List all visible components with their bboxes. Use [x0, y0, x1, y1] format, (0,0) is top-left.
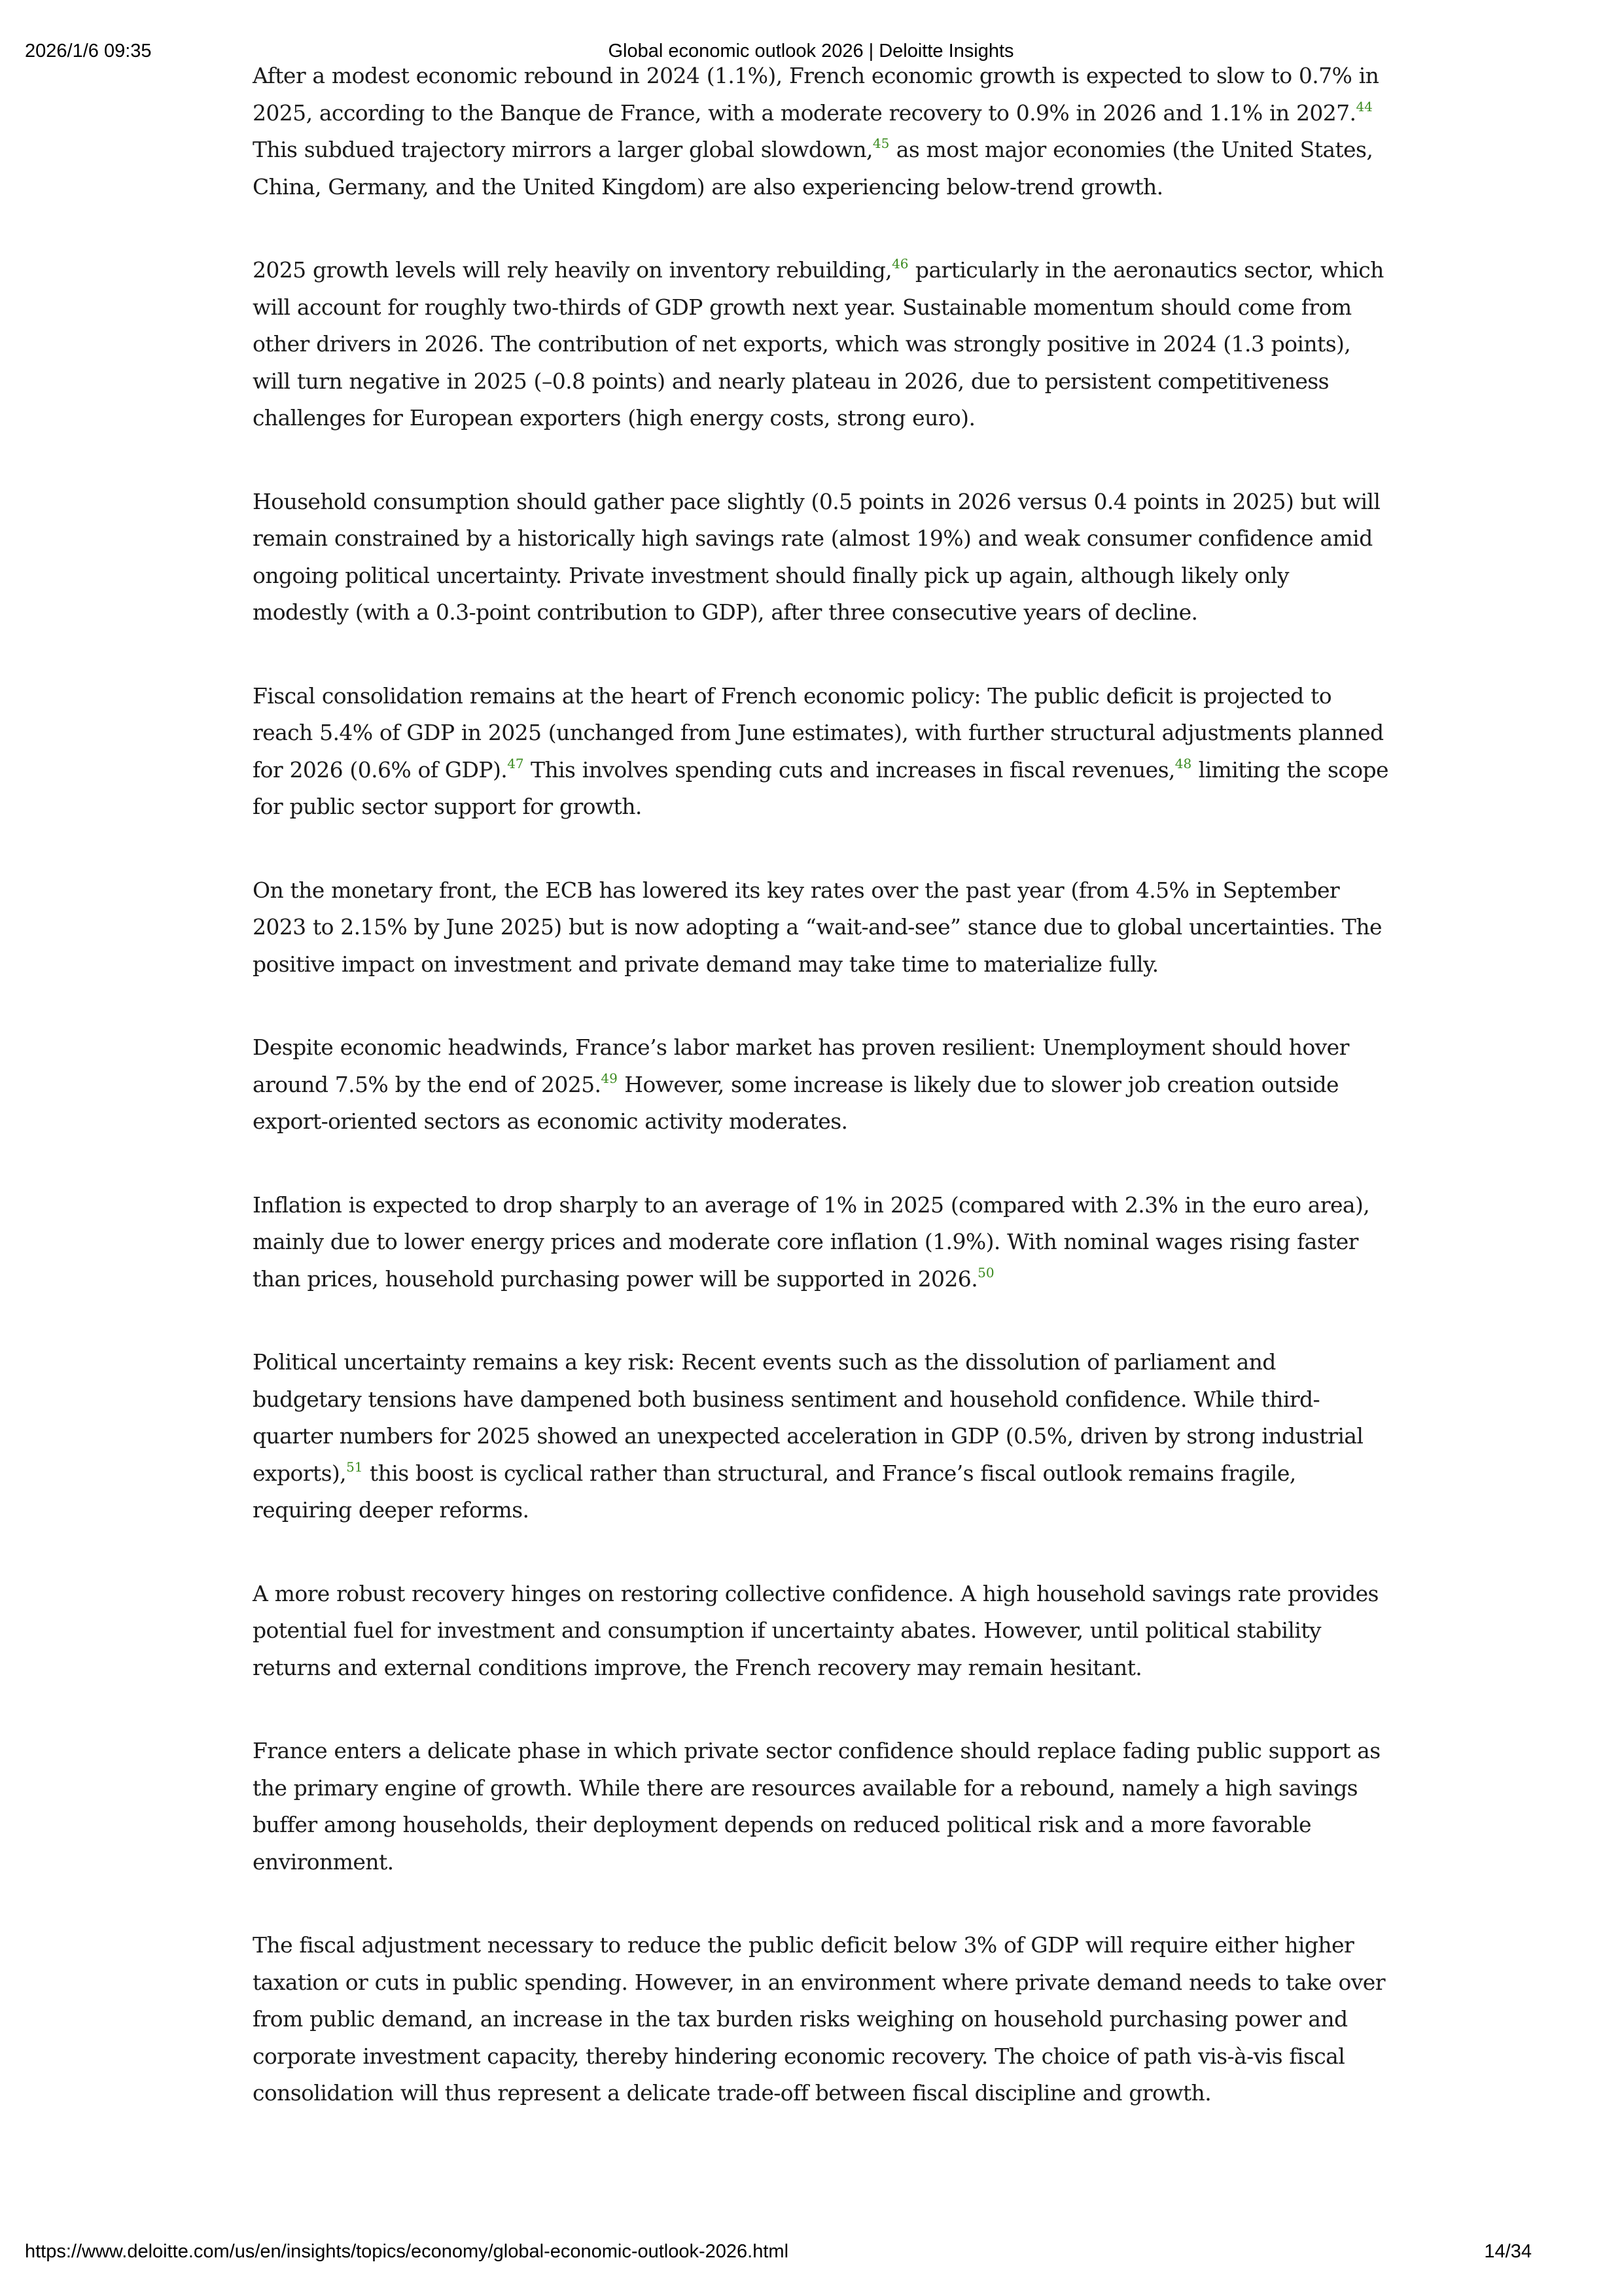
paragraph-inflation: Inflation is expected to drop sharply to an average of 1% in 2025 (compared with 2.3% in the euro area), mainly due to lower energy prices and moderate core inflation (1.9%). With nominal wages rising faster than prices, household purchasing power will be supported in 2026.50: [253, 1192, 1370, 1292]
paragraph-growth-outlook: After a modest economic rebound in 2024 (1.1%), French economic growth is expected to slow to 0.7% in 2025, according to the Banque de France, with a moderate recovery to 0.9% in 2026 and 1.1% in 2027.44 This subdued trajectory mirrors a larger global slowdown,$^{45}$ as most major economies (the United States, China, Germany, and the United Kingdom) are also experiencing below-trend growth.: [253, 63, 1379, 200]
page-title: Global economic outlook 2026 | Deloitte Insights: [608, 41, 1014, 62]
footnote-link-47[interactable]: 47: [507, 755, 524, 771]
paragraph-monetary-policy: On the monetary front, the ECB has lowered its key rates over the past year (from 4.5% in September 2023 to 2.15% by June 2025) but is now adopting a “wait-and-see” stance due to global uncertainties. The positive impact on investment and private demand may take time to materialize fully.: [253, 877, 1382, 977]
footnote-link-46[interactable]: 46: [892, 256, 909, 272]
footnote-link-51[interactable]: 51: [346, 1458, 363, 1475]
paragraph-fiscal-consolidation: Fiscal consolidation remains at the heart of French economic policy: The public deficit is projected to reach 5.4% of GDP in 2025 (unchanged from June estimates), with further structural adjustments planned for 2026 (0.6% of GDP).$^{47}$ This involves spending cuts and increases in fiscal revenues,$^{48}$ limiting the scope for public sector support for growth.: [253, 682, 1388, 819]
footnote-link-48[interactable]: 48: [1174, 755, 1192, 771]
page-url: https://www.deloitte.com/us/en/insights/topics/economy/global-economic-outlook-2026.html: [25, 2241, 789, 2262]
article-body: [253, 58, 1388, 2159]
paragraph-political-uncertainty: Political uncertainty remains a key risk: Recent events such as the dissolution of parliament and budgetary tensions have dampened both business sentiment and household confidence. While third-quarter numbers for 2025 showed an unexpected acceleration in GDP (0.5%, driven by strong industrial exports),$^{51}$ this boost is cyclical rather than structural, and France’s fiscal outlook remains fragile, requiring deeper reforms.: [253, 1349, 1364, 1523]
print-footer: [0, 2241, 1622, 2267]
paragraph-inventory-exports: 2025 growth levels will rely heavily on inventory rebuilding,$^{46}$ particularly in the aeronautics sector, which will account for roughly two-thirds of GDP growth next year. Sustainable momentum should come from other drivers in 2026. The contribution of net exports, which was strongly positive in 2024 (1.3 points), will turn negative in 2025 (–0.8 points) and nearly plateau in 2026, due to persistent competitiveness challenges for European exporters (high energy costs, strong euro).: [253, 256, 1384, 431]
footnote-link-44[interactable]: 44: [1356, 98, 1373, 115]
footnote-link-45[interactable]: 45: [872, 135, 890, 151]
paragraph-labor-market: Despite economic headwinds, France’s labor market has proven resilient: Unemployment should hover around 7.5% by the end of 2025.49 However, some increase is likely due to slower job creation outside export-oriented sectors as economic activity moderates.: [253, 1034, 1349, 1134]
paragraph-collective-confidence: A more robust recovery hinges on restoring collective confidence. A high household savings rate provides potential fuel for investment and consumption if uncertainty abates. However, until political stability returns and external conditions improve, the French recovery may remain hesitant.: [253, 1580, 1379, 1680]
page-number: 14/34: [1484, 2241, 1532, 2262]
paragraph-fiscal-adjustment: The fiscal adjustment necessary to reduce the public deficit below 3% of GDP will require either higher taxation or cuts in public spending. However, in an environment where private demand needs to take over from public demand, an increase in the tax burden risks weighing on household purchasing power and corporate investment capacity, thereby hindering economic recovery. The choice of path vis-à-vis fiscal consolidation will thus represent a delicate trade-off between fiscal discipline and growth.: [253, 1932, 1385, 2106]
footnote-link-49[interactable]: 49: [601, 1070, 618, 1086]
paragraph-delicate-phase: France enters a delicate phase in which private sector confidence should replace fading public support as the primary engine of growth. While there are resources available for a rebound, namely a high savings buffer among households, their deployment depends on reduced political risk and a more favorable environment.: [253, 1738, 1381, 1875]
footnote-link-50[interactable]: 50: [978, 1264, 995, 1280]
print-date: 2026/1/6 09:35: [25, 41, 152, 62]
paragraph-household-consumption: Household consumption should gather pace slightly (0.5 points in 2026 versus 0.4 points in 2025) but will remain constrained by a historically high savings rate (almost 19%) and weak consumer confidence amid ongoing political uncertainty. Private investment should finally pick up again, although likely only modestly (with a 0.3-point contribution to GDP), after three consecutive years of decline.: [253, 488, 1381, 625]
